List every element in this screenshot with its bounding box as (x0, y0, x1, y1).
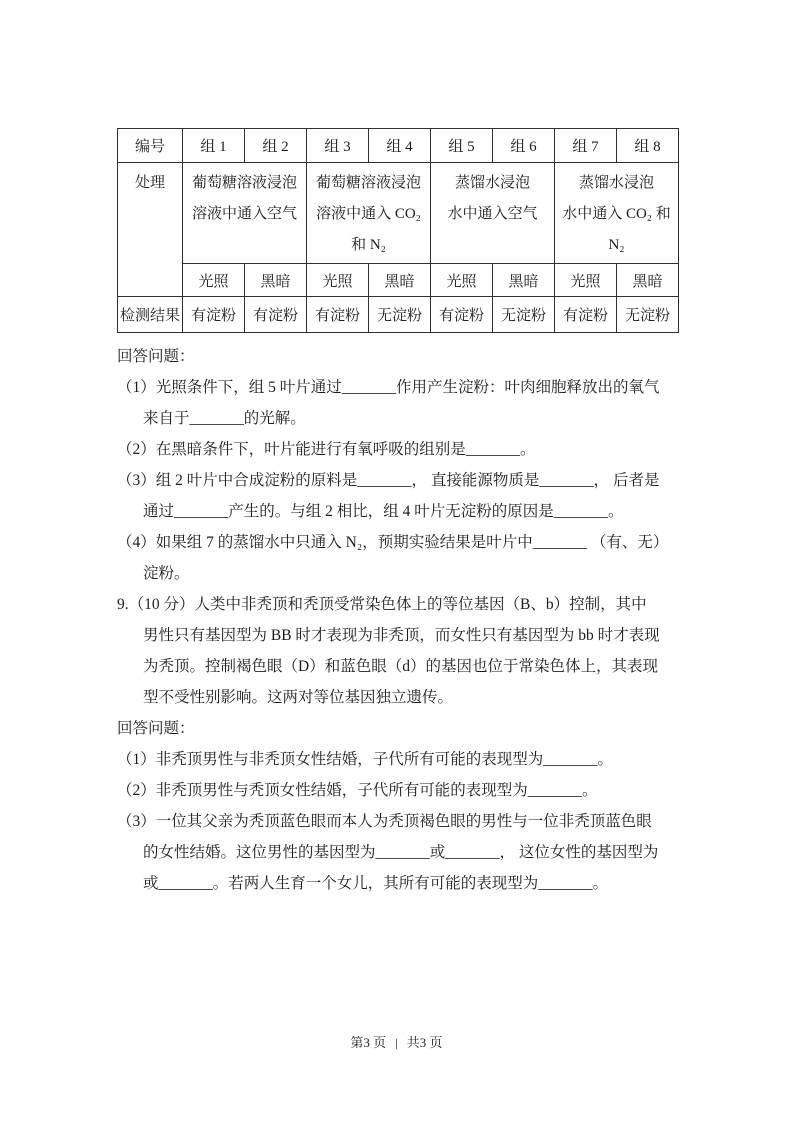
group-header: 组 7 (555, 129, 617, 163)
q9-stem-line: 型不受性别影响。这两对等位基因独立遗传。 (143, 689, 454, 706)
light-condition-cell: 黑暗 (617, 264, 679, 297)
light-condition-cell: 光照 (307, 264, 369, 297)
result-cell: 有淀粉 (183, 297, 245, 333)
group-header: 组 1 (183, 129, 245, 163)
result-cell: 无淀粉 (369, 297, 431, 333)
answer-prompt: 回答问题： (117, 348, 195, 365)
question-line: （2）非秃顶男性与秃顶女性结婚，子代所有可能的表现型为_______。 (117, 782, 598, 799)
group-header: 组 2 (245, 129, 307, 163)
answer-prompt: 回答问题： (117, 720, 195, 737)
treatment-cell (183, 163, 307, 264)
light-condition-cell: 黑暗 (369, 264, 431, 297)
treatment-line: 葡萄糖溶液浸泡 (191, 175, 297, 191)
treatment-line: 溶液中通入空气 (191, 206, 297, 222)
treatment-cell (431, 163, 555, 264)
page-footer (0, 1032, 793, 1051)
group-header: 组 3 (307, 129, 369, 163)
group-header: 组 4 (369, 129, 431, 163)
light-condition-cell: 光照 (431, 264, 493, 297)
experiment-table (117, 128, 679, 333)
result-cell: 有淀粉 (431, 297, 493, 333)
question-line: 的女性结婚。这位男性的基因型为_______或_______， 这位女性的基因型为 (143, 844, 659, 861)
question-line: （4）如果组 7 的蒸馏水中只通入 N₂，预期实验结果是叶片中_______ （有、无） (117, 534, 669, 551)
question-line: （1）非秃顶男性与非秃顶女性结婚，子代所有可能的表现型为_______。 (117, 751, 614, 768)
q9-stem-line: 男性只有基因型为 BB 时才表现为非秃顶，而女性只有基因型为 bb 时才表现 (143, 627, 660, 644)
result-cell: 有淀粉 (555, 297, 617, 333)
q9-stem-line: 9.（10 分）人类中非秃顶和秃顶受常染色体上的等位基因（B、b）控制，其中 (117, 596, 647, 613)
light-condition-cell: 光照 (183, 264, 245, 297)
group-header: 组 8 (617, 129, 679, 163)
light-condition-cell: 黑暗 (245, 264, 307, 297)
footer-separator: | (395, 1035, 398, 1050)
treatment-row (118, 163, 679, 264)
page-number: 第3 页 (350, 1035, 387, 1050)
question-line: （1）光照条件下，组 5 叶片通过_______作用产生淀粉：叶肉细胞释放出的氧气 (117, 379, 660, 396)
page-total: 共3 页 (406, 1035, 443, 1050)
question-line: （3）组 2 叶片中合成淀粉的原料是_______， 直接能源物质是_______， 后者是 (117, 472, 660, 489)
question-line: 淀粉。 (143, 565, 190, 582)
treatment-cell (555, 163, 679, 264)
result-row (118, 297, 679, 333)
treatment-line: 溶液中通入 CO₂ (316, 206, 421, 222)
result-label-cell: 检测结果 (118, 297, 183, 333)
treatment-line: 水中通入空气 (447, 206, 538, 222)
question-line: （2）在黑暗条件下，叶片能进行有氧呼吸的组别是_______。 (117, 441, 536, 458)
question-line: 或_______。若两人生育一个女儿，其所有可能的表现型为_______。 (143, 875, 609, 892)
treatment-line: 水中通入 CO₂ 和 (562, 206, 671, 222)
table-header-row (118, 129, 679, 163)
treatment-line: 和 N₂ (351, 237, 386, 253)
group-header: 组 5 (431, 129, 493, 163)
question-line: （3）一位其父亲为秃顶蓝色眼而本人为秃顶褐色眼的男性与一位非秃顶蓝色眼 (117, 813, 652, 830)
light-condition-cell: 黑暗 (493, 264, 555, 297)
treatment-cell (307, 163, 431, 264)
light-condition-row (118, 264, 679, 297)
question-line: 通过_______产生的。与组 2 相比，组 4 叶片无淀粉的原因是_______。 (143, 503, 624, 520)
result-cell: 无淀粉 (617, 297, 679, 333)
question-body (117, 341, 678, 899)
treatment-line: 蒸馏水浸泡 (578, 175, 654, 191)
page-content (117, 128, 678, 899)
group-header: 组 6 (493, 129, 555, 163)
result-cell: 有淀粉 (245, 297, 307, 333)
treatment-label-cell: 处理 (118, 163, 183, 297)
question-line: 来自于_______的光解。 (143, 410, 306, 427)
q9-stem-line: 为秃顶。控制褐色眼（D）和蓝色眼（d）的基因也位于常染色体上，其表现 (143, 658, 658, 675)
light-condition-cell: 光照 (555, 264, 617, 297)
result-cell: 无淀粉 (493, 297, 555, 333)
treatment-line: 蒸馏水浸泡 (454, 175, 530, 191)
table-corner-cell: 编号 (118, 129, 183, 163)
result-cell: 有淀粉 (307, 297, 369, 333)
treatment-line: N₂ (608, 237, 625, 253)
treatment-line: 葡萄糖溶液浸泡 (315, 175, 421, 191)
